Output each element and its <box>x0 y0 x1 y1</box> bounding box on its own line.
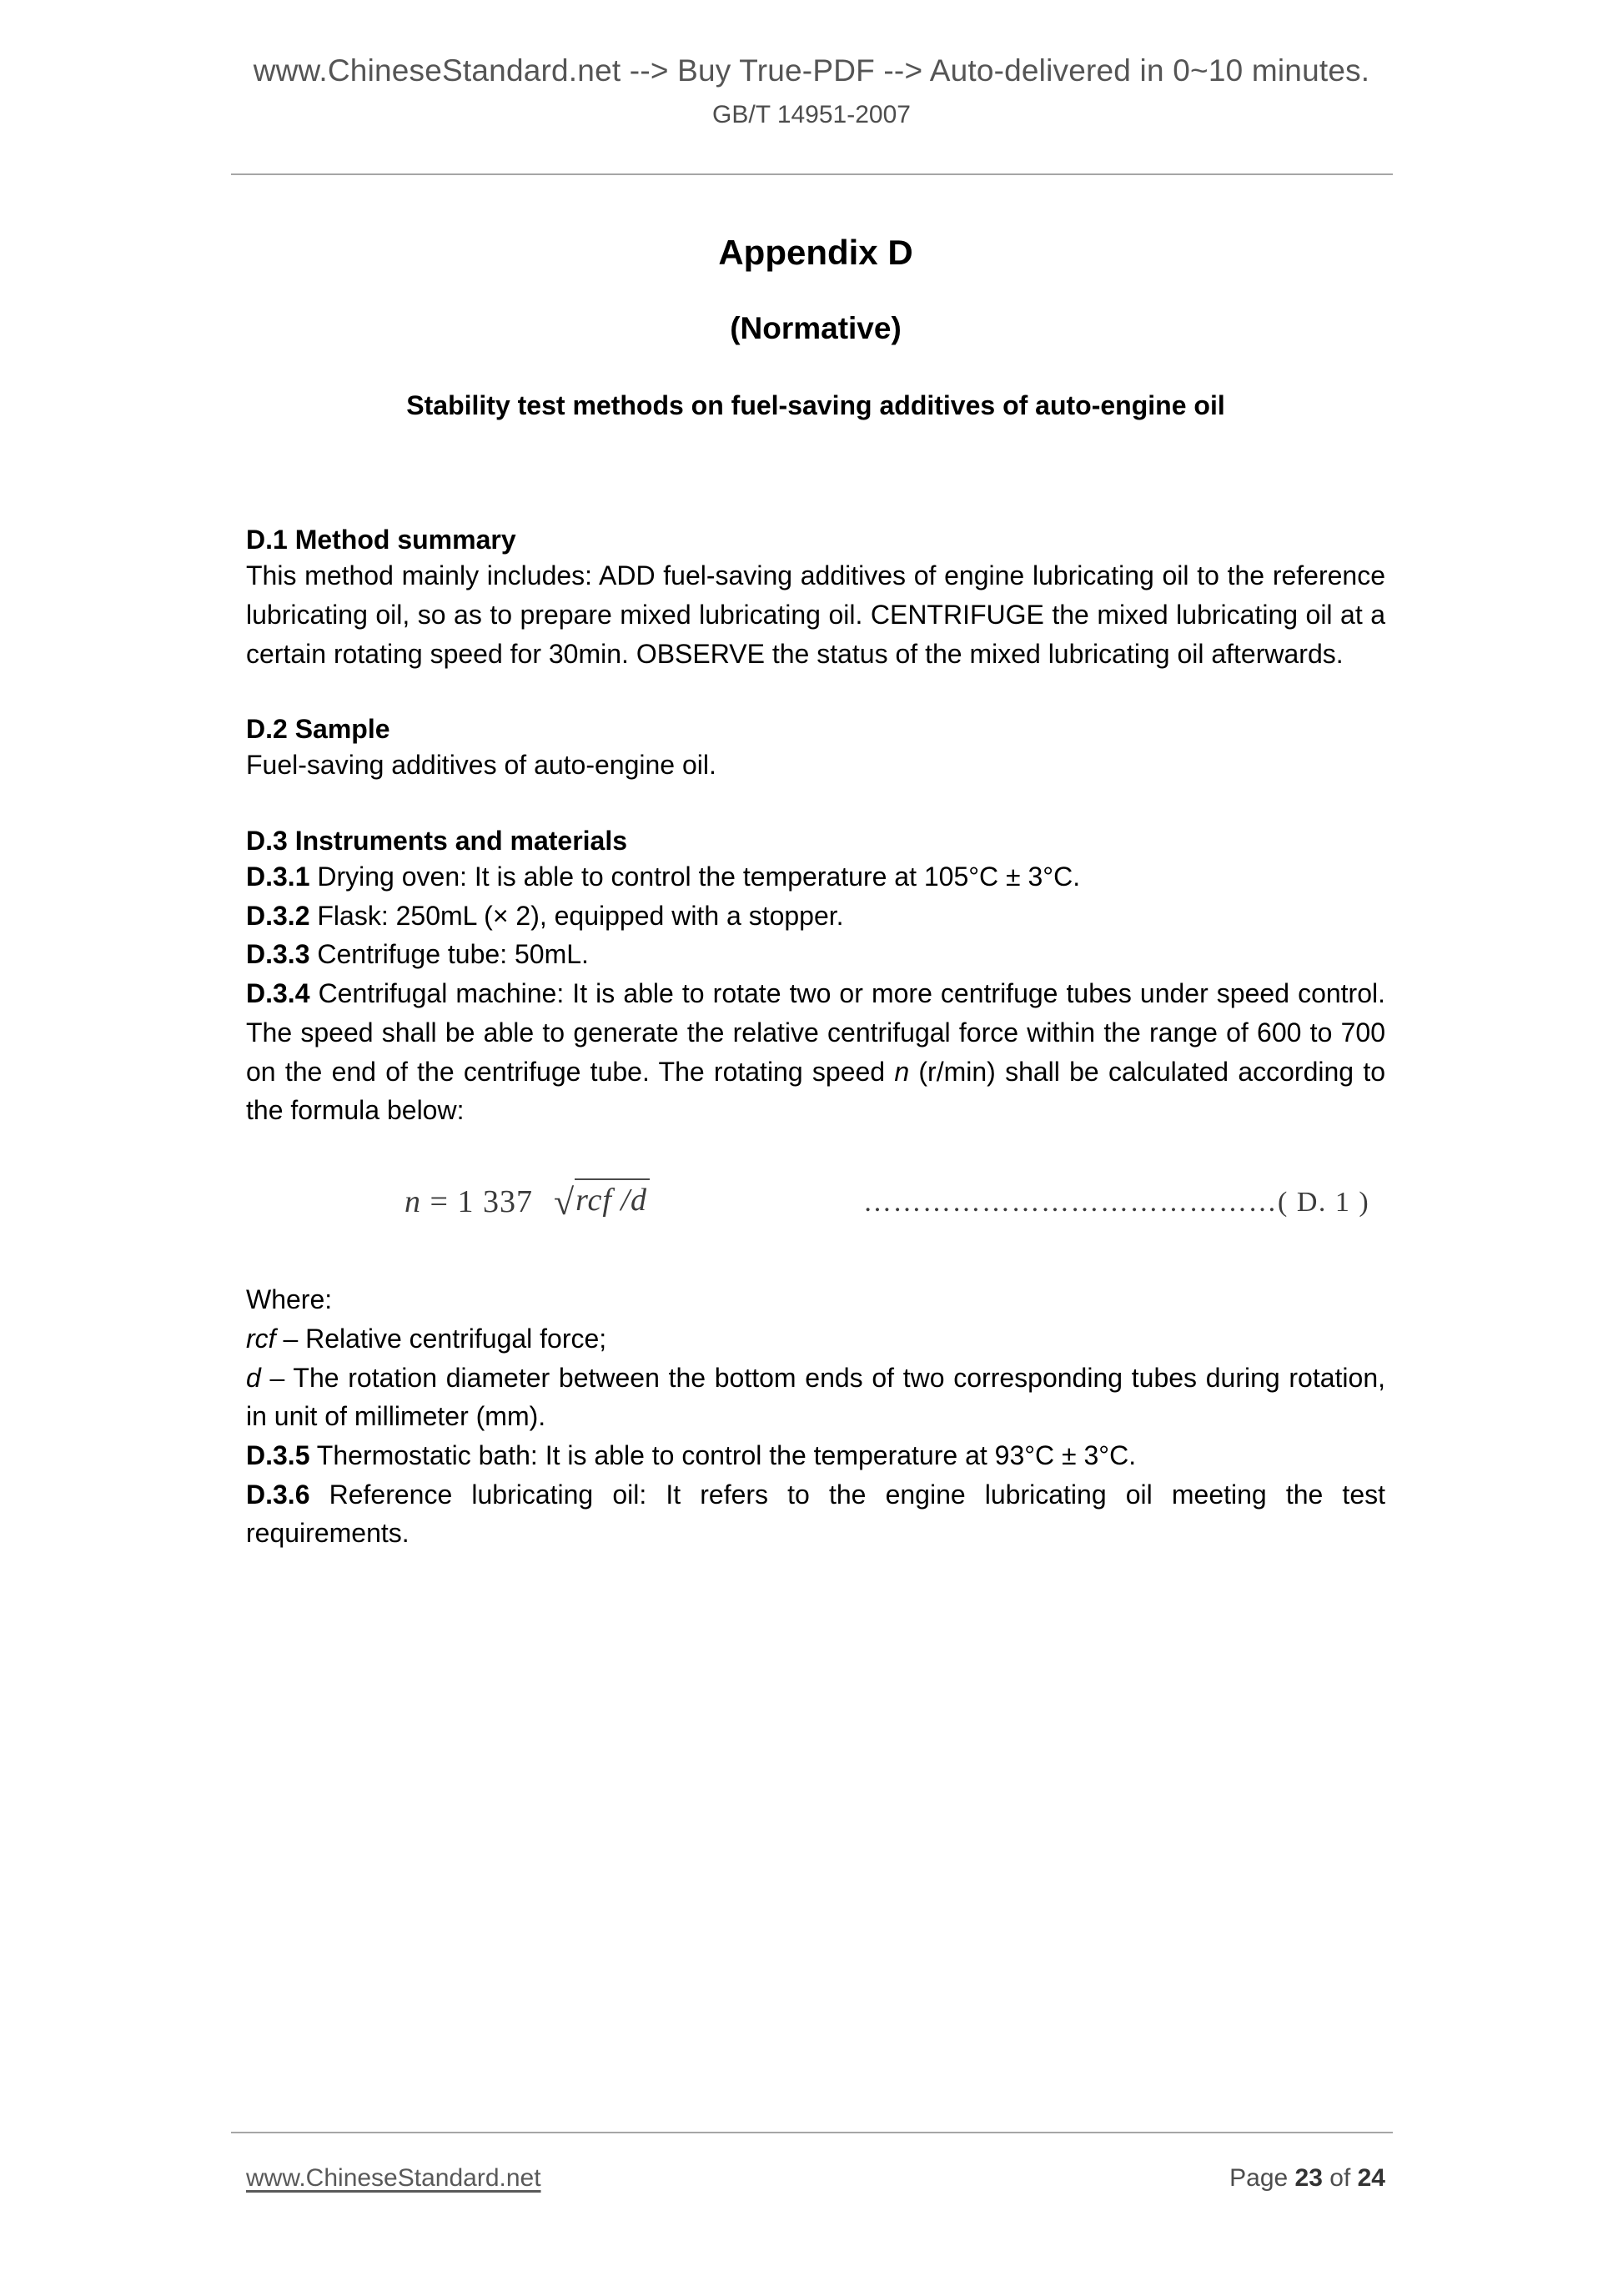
page-footer <box>246 2164 1385 2193</box>
definition-text-rcf: Relative centrifugal force; <box>305 1323 607 1354</box>
formula-lhs-variable: n <box>404 1184 421 1220</box>
formula-spacer-3 <box>533 1184 550 1219</box>
section-paragraph-d2: Fuel-saving additives of auto-engine oil. <box>246 750 716 781</box>
variable-d: d <box>246 1362 261 1393</box>
section-heading-d2: D.2 Sample <box>246 714 390 745</box>
footer-page-mid: of <box>1322 2164 1358 2192</box>
formula-spacer-2 <box>449 1184 458 1219</box>
formula-number: ( D. 1 ) <box>1278 1187 1370 1218</box>
where-label: Where: <box>246 1284 333 1315</box>
footer-site-link[interactable]: www.ChineseStandard.net <box>246 2164 541 2192</box>
section-heading-d3: D.3 Instruments and materials <box>246 826 628 857</box>
page-title-appendix: Appendix D <box>718 233 913 272</box>
header-promo-text: www.ChineseStandard.net --> Buy True-PDF --> Auto-delivered in 0~10 minutes. <box>253 53 1370 88</box>
definition-dash-rcf: – <box>275 1323 306 1354</box>
formula-block <box>246 1175 1385 1255</box>
clause-body-d3-4-after: (r/min) shall be calculated according to the formula below: <box>246 1056 1386 1126</box>
clause-d3-1 <box>246 857 1385 897</box>
clause-body-d3-6: Reference lubricating oil: It refers to the engine lubricating oil meeting the test requirements. <box>246 1479 1386 1549</box>
document-content <box>246 0 1385 1553</box>
clause-label-d3-1: D.3.1 <box>246 862 310 892</box>
clause-d3-4 <box>246 974 1385 1130</box>
clause-space-d3-6 <box>309 1480 329 1510</box>
clause-label-d3-6: D.3.6 <box>246 1479 310 1510</box>
clause-body-d3-5: Thermostatic bath: It is able to control the temperature at 93°C ± 3°C. <box>316 1439 1137 1470</box>
definition-d <box>246 1359 1385 1436</box>
clause-label-d3-3: D.3.3 <box>246 939 310 970</box>
clause-label-d3-4: D.3.4 <box>246 978 310 1009</box>
clause-label-d3-5: D.3.5 <box>246 1439 310 1470</box>
clause-label-d3-2: D.3.2 <box>246 900 310 931</box>
formula-spacer-1 <box>421 1184 430 1219</box>
formula-leader-dots: …………………………………… <box>863 1187 1278 1218</box>
clause-body-d3-1: Drying oven: It is able to control the temperature at 105°C ± 3°C. <box>317 862 1081 892</box>
definition-text-d: The rotation diameter between the bottom ends of two corresponding tubes during rotation, in unit of millimeter (mm). <box>246 1362 1386 1432</box>
clause-space-d3-5 <box>309 1440 316 1470</box>
formula-equals-sign: = <box>430 1184 449 1220</box>
clause-body-d3-2: Flask: 250mL (× 2), equipped with a stopper. <box>317 900 844 931</box>
footer-divider-rule <box>231 2132 1393 2133</box>
formula-coefficient: 1 337 <box>457 1184 533 1220</box>
formula-radicand: rcf /d <box>575 1178 650 1218</box>
formula-number-row <box>863 1187 1369 1218</box>
variable-rcf: rcf <box>246 1323 276 1354</box>
formula-expression <box>404 1180 650 1223</box>
clause-body-d3-4-before: Centrifugal machine: It is able to rotate two or more centrifuge tubes under speed control. The speed shall be able to generate the relative centrifugal force within the range of 600 to 700 on the end of the centrifuge tube. The rotating speed <box>246 978 1386 1087</box>
clause-d3-2 <box>246 897 1385 936</box>
clause-d3-3 <box>246 935 1385 974</box>
definition-rcf <box>246 1319 1385 1359</box>
variable-n: n <box>894 1056 910 1087</box>
footer-page-prefix: Page <box>1229 2164 1295 2192</box>
header-standard-number: GB/T 14951-2007 <box>712 101 911 129</box>
footer-page-number <box>1229 2164 1385 2193</box>
clause-space-d3-4 <box>309 978 318 1008</box>
section-paragraph-d1: This method mainly includes: ADD fuel-saving additives of engine lubricating oil to the reference lubricating oil, so as to prepare mixed lubricating oil. CENTRIFUGE the mixed lubricating oil at a certain rotating speed for 30min. OBSERVE the status of the mixed lubricating oil afterwards. <box>246 560 1385 669</box>
clause-d3-6 <box>246 1475 1385 1553</box>
formula-radical <box>550 1180 650 1223</box>
definition-dash-d: – <box>260 1362 294 1393</box>
footer-page-total: 24 <box>1357 2164 1385 2192</box>
square-root-icon: √ <box>553 1182 575 1223</box>
page-title-topic: Stability test methods on fuel-saving additives of auto-engine oil <box>406 389 1225 420</box>
page-subtitle-normative: (Normative) <box>730 311 902 346</box>
footer-page-current: 23 <box>1294 2164 1323 2192</box>
section-heading-d1: D.1 Method summary <box>246 525 516 555</box>
clause-body-d3-3: Centrifuge tube: 50mL. <box>317 939 589 970</box>
clause-d3-5 <box>246 1436 1385 1475</box>
